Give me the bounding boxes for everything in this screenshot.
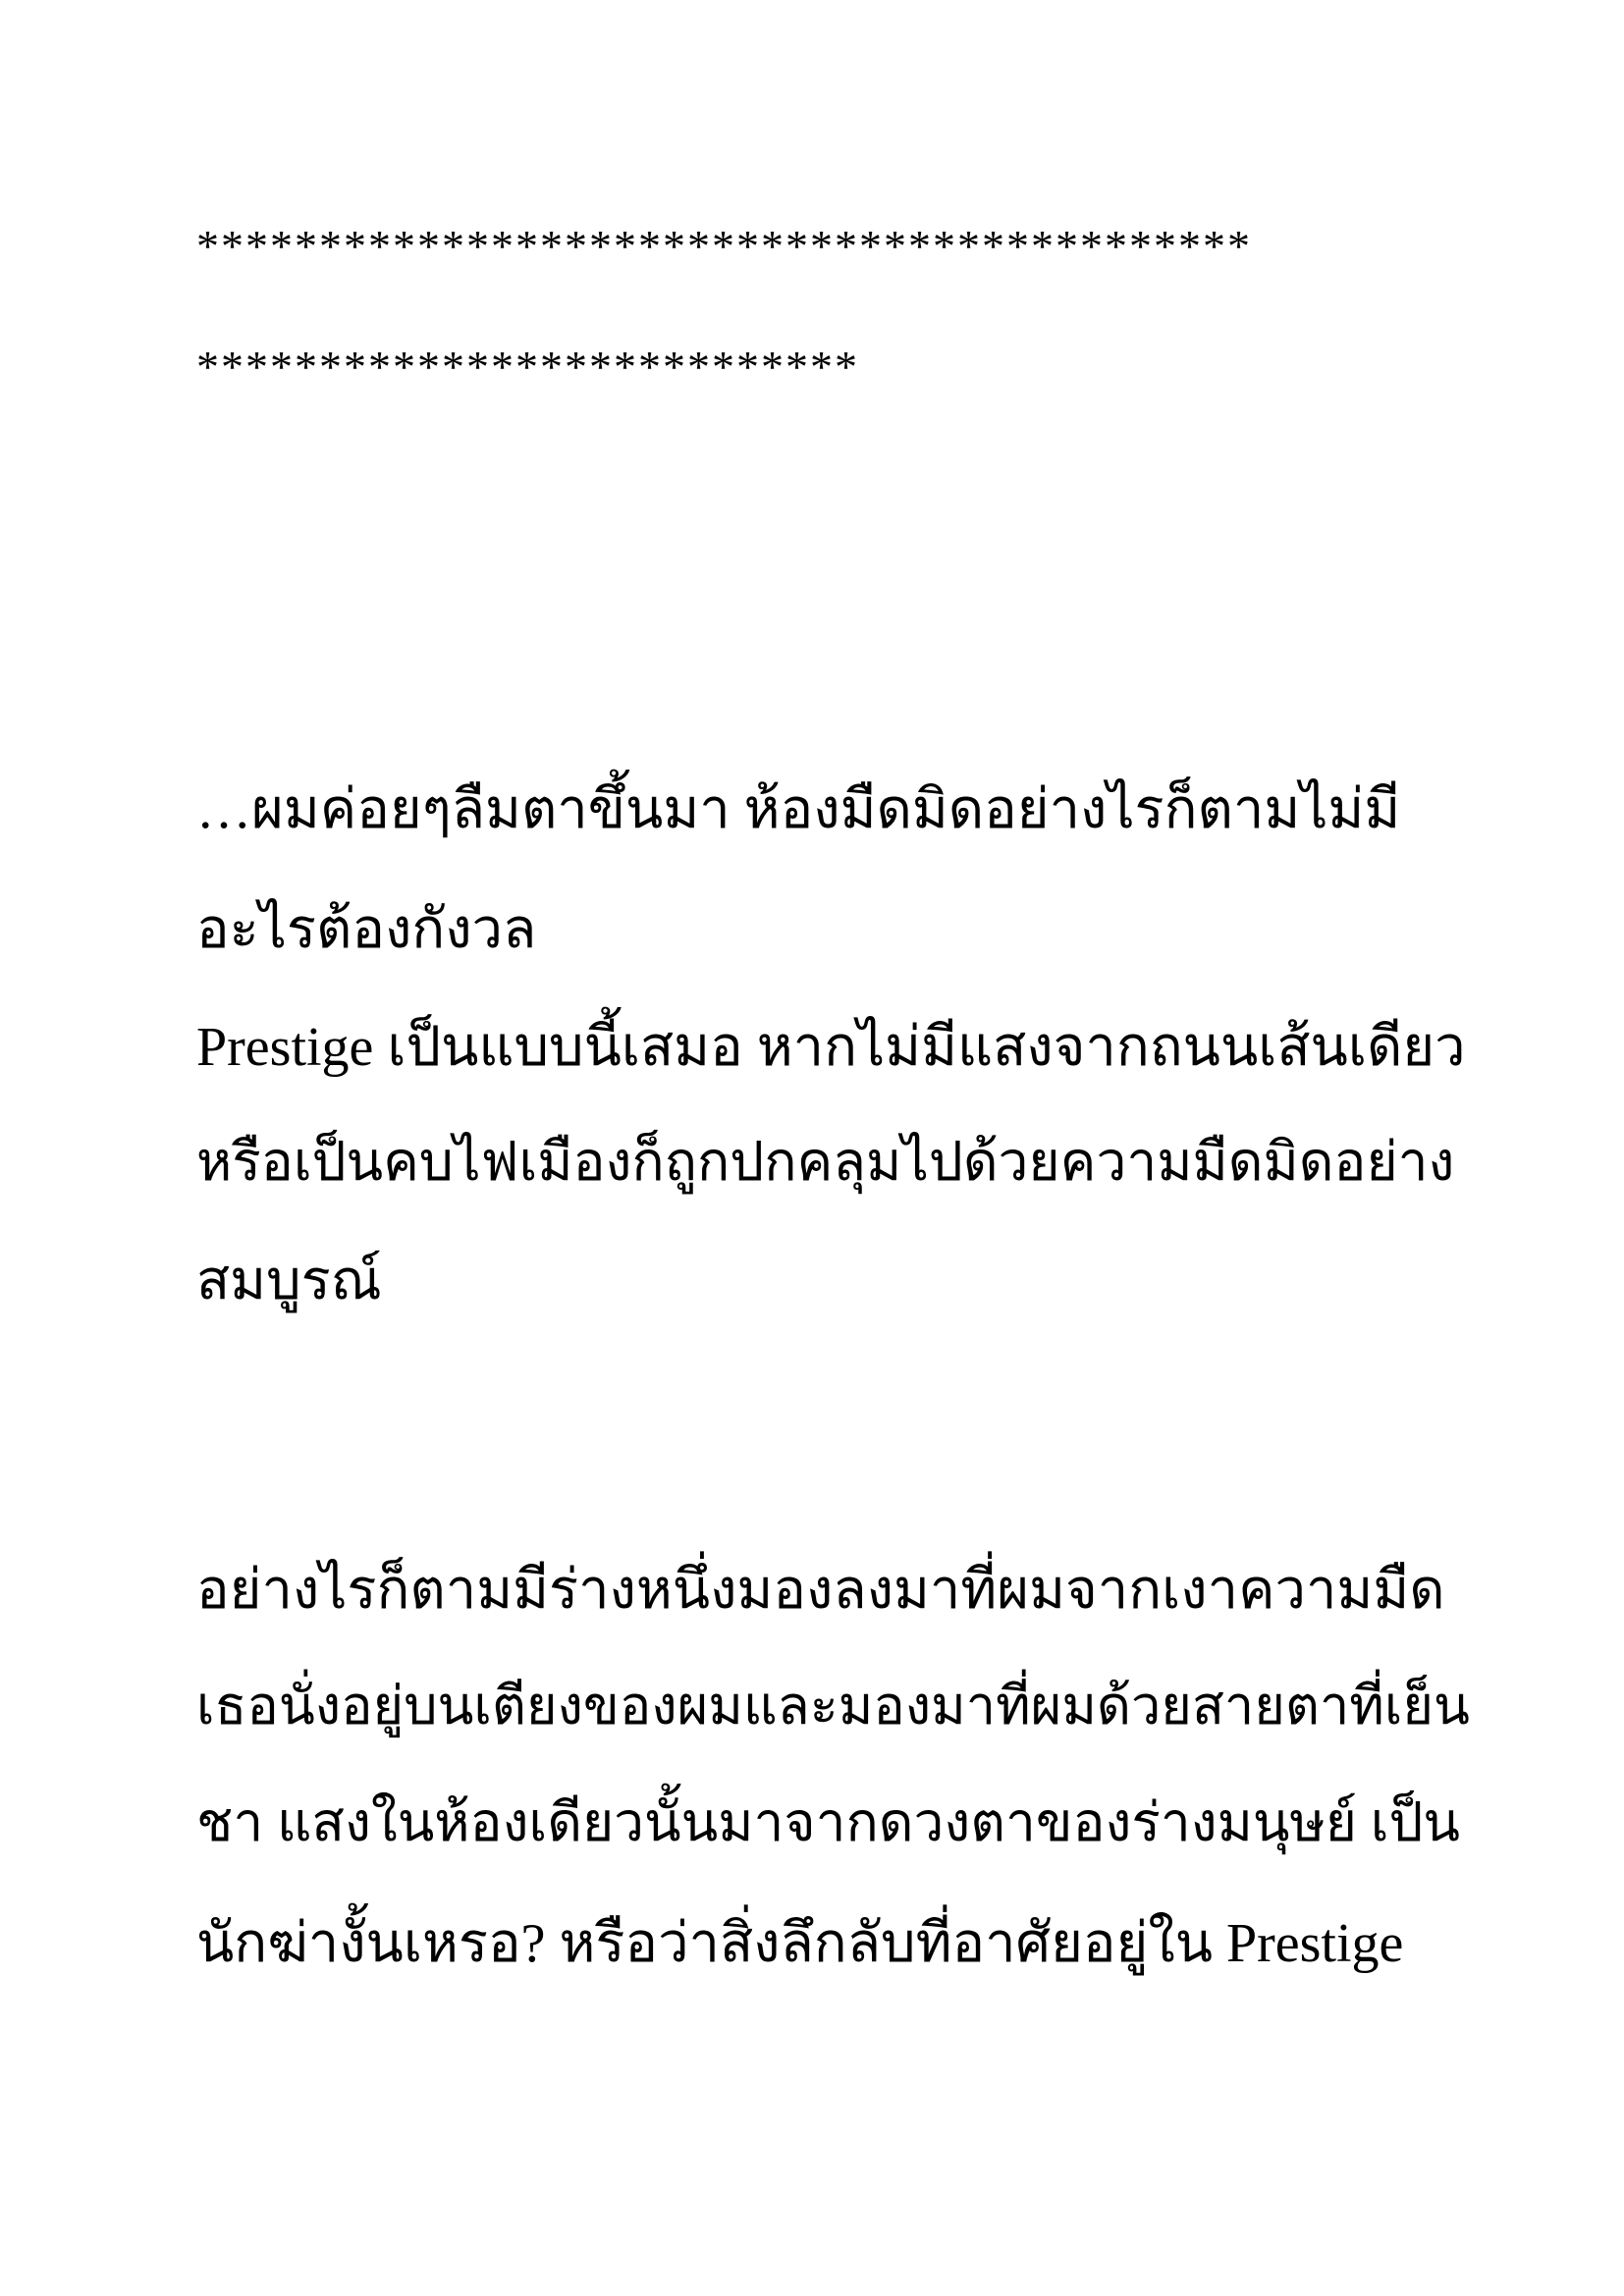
- paragraph-3-line-2: เธอนั่งอยู่บนเตียงของผมและมองมาที่ผมด้วยสายตาที่เย็น: [196, 1677, 1470, 1735]
- separator-line-1: *******************************************: [196, 221, 1252, 271]
- paragraph-2-line-2: หรือเป็นคบไฟเมืองก็ถูกปกคลุมไปด้วยความมืดมิดอย่าง: [196, 1132, 1455, 1192]
- paragraph-1-line-2: อะไรต้องกังวล: [196, 899, 537, 960]
- paragraph-1-line-1: …ผมค่อยๆลืมตาขึ้นมา ห้องมืดมิดอย่างไรก็ตามไม่มี: [196, 779, 1401, 840]
- paragraph-3-line-4: นักฆ่างั้นเหรอ? หรือว่าสิ่งลึกลับที่อาศัยอยู่ใน Prestige: [196, 1913, 1404, 1974]
- separator-line-2: ***************************: [196, 342, 859, 392]
- paragraph-2-line-1: Prestige เป็นแบบนี้เสมอ หากไม่มีแสงจากถนนเส้นเดียว: [196, 1017, 1466, 1078]
- paragraph-2-line-3: สมบูรณ์: [196, 1251, 382, 1311]
- paragraph-3-line-1: อย่างไรก็ตามมีร่างหนึ่งมองลงมาที่ผมจากเงาความมืด: [196, 1560, 1445, 1621]
- paragraph-3-line-3: ชา แสงในห้องเดียวนั้นมาจากดวงตาของร่างมนุษย์ เป็น: [196, 1792, 1461, 1852]
